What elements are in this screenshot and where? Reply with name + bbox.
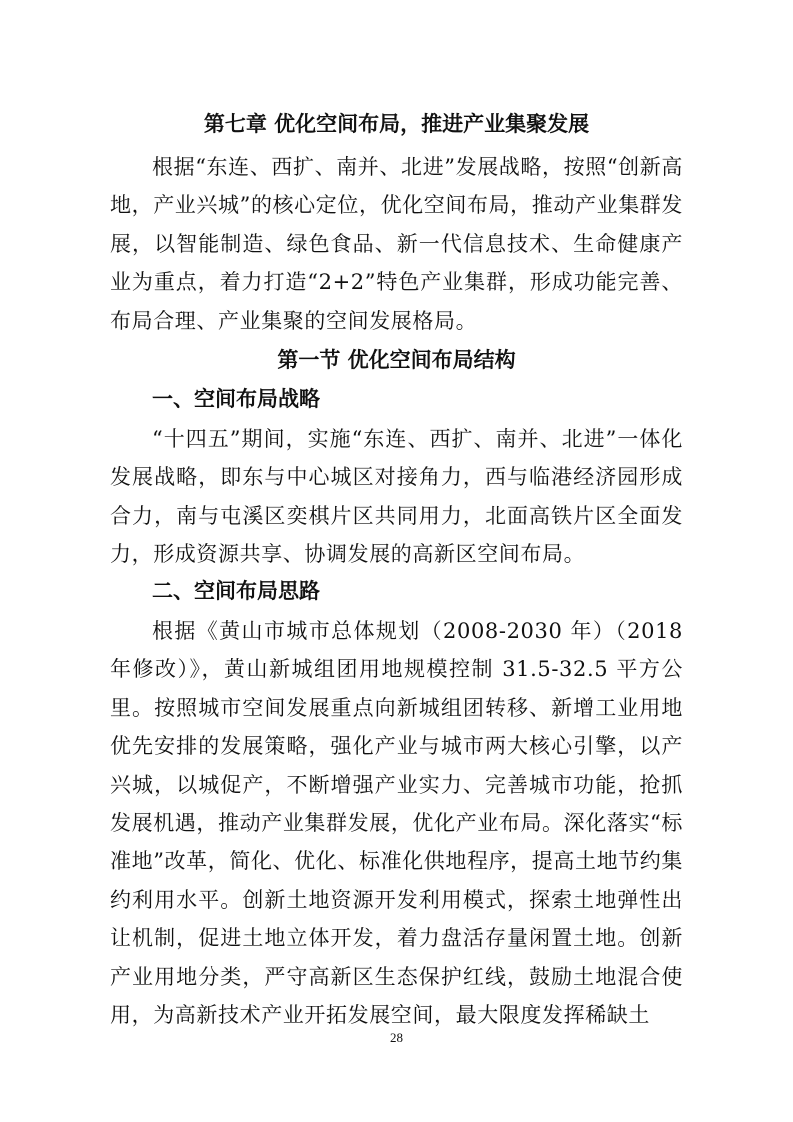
strategy-paragraph: “十四五”期间，实施“东连、西扩、南并、北进”一体化发展战略，即东与中心城区对接角力，西与临港经济园形成合力，南与屯溪区奕棋片区共同用力，北面高铁片区全面发力，形成资源共享、协调发展的高新区空间布局。: [110, 427, 683, 567]
approach-paragraph: 根据《黄山市城市总体规划（2008-2030 年）（2018 年修改）》，黄山新城组团用地规模控制 31.5-32.5 平方公里。按照城市空间发展重点向新城组团转移、新增工业用地优先安排的发展策略，强化产业与城市两大核心引擎，以产兴城，以城促产，不断增强产业实力、完善城市功能，抢抓发展机遇，推动产业集群发展，优化产业布局。深化落实“标准地”改革，简化、优化、标准化供地程序，提高土地节约集约利用水平。创新土地资源开发利用模式，探索土地弹性出让机制，促进土地立体开发，着力盘活存量闲置土地。创新产业用地分类，严守高新区生态保护红线，鼓励土地混合使用，为高新技术产业开拓发展空间，最大限度发挥稀缺土: [110, 619, 683, 1028]
intro-paragraph: 根据“东连、西扩、南并、北进”发展战略，按照“创新高地，产业兴城”的核心定位，优化空间布局，推动产业集群发展，以智能制造、绿色食品、新一代信息技术、生命健康产业为重点，着力打造“2+2”特色产业集群，形成功能完善、布局合理、产业集聚的空间发展格局。: [110, 155, 683, 333]
subsection-heading-strategy: 一、空间布局战略: [152, 387, 320, 411]
subsection-heading-approach: 二、空间布局思路: [152, 579, 320, 603]
chapter-title: 第七章 优化空间布局，推进产业集聚发展: [203, 112, 590, 136]
page-number: 28: [390, 1030, 403, 1045]
section-title: 第一节 优化空间布局结构: [277, 348, 516, 372]
